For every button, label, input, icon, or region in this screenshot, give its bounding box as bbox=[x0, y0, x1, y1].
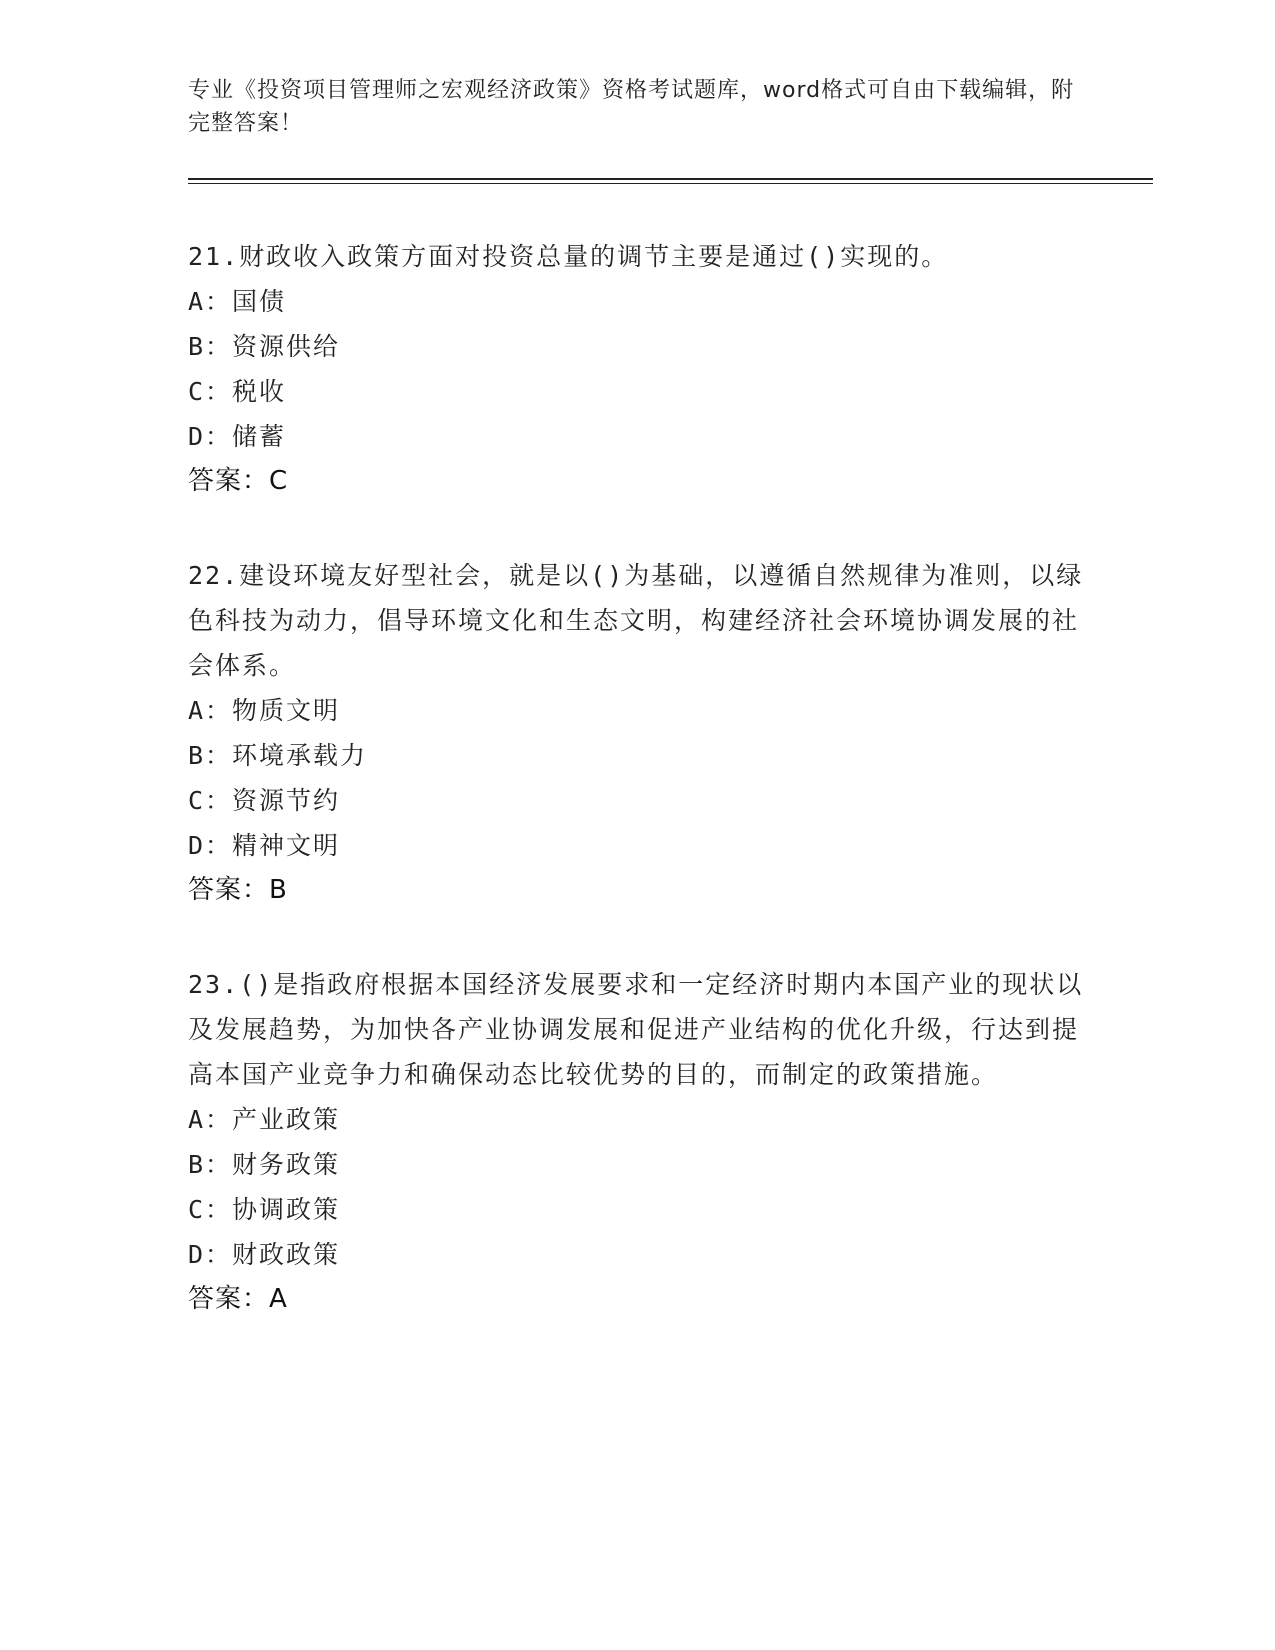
document-header: 专业《投资项目管理师之宏观经济政策》资格考试题库，word格式可自由下载编辑，附完整答案！ bbox=[188, 78, 1075, 136]
question-stem: 23.()是指政府根据本国经济发展要求和一定经济时期内本国产业的现状以及发展趋势，为加快各产业协调发展和促进产业结构的优化升级，行达到提高本国产业竞争力和确保动态比较优势的目的，而制定的政策措施。 bbox=[188, 970, 1084, 1089]
answer-prefix: 答案： bbox=[188, 1284, 270, 1314]
option-c: C：资源节约 bbox=[188, 786, 341, 815]
answer-prefix: 答案： bbox=[188, 875, 270, 905]
question-stem: 22.建设环境友好型社会，就是以()为基础，以遵循自然规律为准则，以绿色科技为动力，倡导环境文化和生态文明，构建经济社会环境协调发展的社会体系。 bbox=[188, 561, 1084, 680]
question-23 bbox=[188, 962, 1088, 1322]
question-21 bbox=[188, 234, 1088, 504]
option-b: B：环境承载力 bbox=[188, 741, 368, 770]
answer-value: A bbox=[269, 1284, 288, 1314]
option-b: B：财务政策 bbox=[188, 1150, 341, 1179]
option-b: B：资源供给 bbox=[188, 332, 341, 361]
option-a: A：国债 bbox=[188, 287, 287, 316]
answer-prefix: 答案： bbox=[188, 466, 270, 496]
question-22 bbox=[188, 553, 1088, 913]
answer-value: B bbox=[269, 875, 288, 905]
header-rule-thin bbox=[188, 183, 1153, 184]
answer-line bbox=[188, 1277, 1088, 1322]
option-d: D：储蓄 bbox=[188, 422, 287, 451]
answer-line bbox=[188, 459, 1088, 504]
answer-value: C bbox=[269, 466, 289, 496]
answer-line bbox=[188, 868, 1088, 913]
option-d: D：精神文明 bbox=[188, 831, 341, 860]
question-stem: 21.财政收入政策方面对投资总量的调节主要是通过()实现的。 bbox=[188, 242, 949, 271]
option-d: D：财政政策 bbox=[188, 1240, 341, 1269]
header-rule-thick bbox=[188, 178, 1153, 180]
option-c: C：协调政策 bbox=[188, 1195, 341, 1224]
option-a: A：物质文明 bbox=[188, 696, 341, 725]
option-c: C：税收 bbox=[188, 377, 287, 406]
option-a: A：产业政策 bbox=[188, 1105, 341, 1134]
